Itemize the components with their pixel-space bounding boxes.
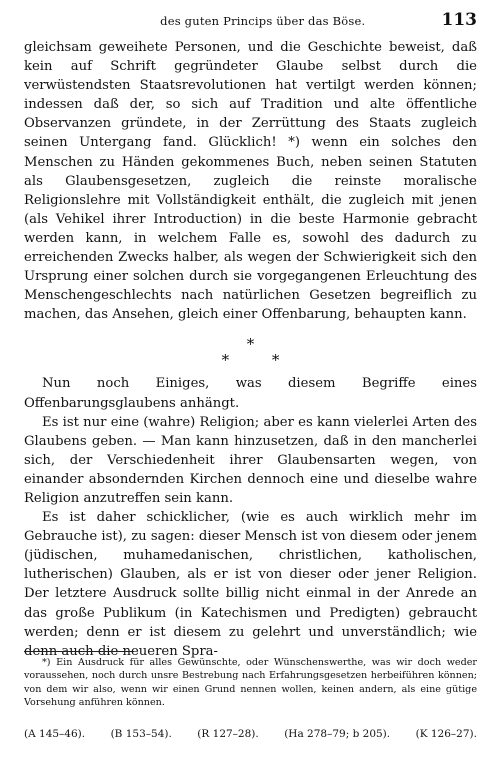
reference-item: (Ha 278–79; b 205). — [284, 728, 391, 740]
footnote — [24, 656, 477, 710]
section-break-asterisks — [24, 336, 477, 368]
reference-item: (A 145–46). — [24, 728, 86, 740]
paragraph-1: gleichsam geweihete Personen, und die Geschichte beweist, daß kein auf Schrift gegründeter Glaube selbst durch die verwüstendsten Staatsrevolutionen hat vertilgt werden können; indessen daß der, so sich auf Tradition und alte öffentliche Observanzen gründete, in der Zerrüttung des Staats zugleich seinen Untergang fand. Glücklich! *) wenn ein solches den Menschen zu Händen gekommenes Buch, neben seinen Statuten als Glaubensgesetzen, zugleich die reinste moralische Religionslehre mit Vollständigkeit enthält, die zugleich mit jenen (als Vehikel ihrer Introduction) in die beste Harmonie gebracht werden kann, in welchem Falle es, sowohl des dadurch zu erreichenden Zwecks halber, als wegen der Schwierigkeit sich den Ursprung einer solchen durch sie vorgegangenen Erleuchtung des Menschengeschlechts nach natürlichen Gesetzen begreiflich zu machen, das Ansehen, gleich einer Offenbarung, behaupten kann. — [24, 40, 477, 323]
asterisk-pair: * * — [221, 351, 280, 370]
reference-item: (K 126–27). — [415, 728, 477, 740]
edition-references — [24, 728, 477, 740]
page-number: 113 — [441, 10, 477, 30]
reference-item: (R 127–28). — [197, 728, 259, 740]
paragraph-4: Es ist daher schicklicher, (wie es auch wirklich mehr im Gebrauche ist), zu sagen: dieser Mensch ist von diesem oder jenem (jüdischen, muhamedanischen, christlichen, katholischen, lutherischen) Glauben, als er ist von dieser oder jener Religion. Der letztere Ausdruck sollte billig nicht einmal in der Anrede an das große Publikum (in Katechismen und Predigten) gebraucht werden; denn er ist diesem zu gelehrt und unverständlich; wie denn auch die neueren Spra- — [24, 510, 477, 659]
paragraph-3: Es ist nur eine (wahre) Religion; aber es kann vielerlei Arten des Glaubens geben. — Man kann hinzusetzen, daß in den mancherlei sich, der Verschiedenheit ihrer Glaubensarten wegen, von einander absondernden Kirchen dennoch eine und dieselbe wahre Religion anzutreffen sein kann. — [24, 414, 477, 506]
page-header — [24, 10, 477, 30]
paragraph-2: Nun noch Einiges, was diesem Begriffe eines Offenbarungsglaubens anhängt. — [24, 376, 477, 411]
asterisk-top: * — [246, 335, 255, 354]
running-title: des guten Princips über das Böse. — [160, 14, 366, 28]
reference-item: (B 153–54). — [110, 728, 172, 740]
footnote-rule — [24, 651, 134, 652]
footnote-text: *) Ein Ausdruck für alles Gewünschte, oder Wünschenswerthe, was wir doch weder voraussehen, noch durch unsre Bestrebung nach Erfahrungsgesetzen herbeiführen können; von dem wir also, wenn wir einen Grund nennen wollen, keinen andern, als eine gütige Vorsehung anführen können. — [24, 657, 477, 709]
main-text — [24, 38, 477, 661]
